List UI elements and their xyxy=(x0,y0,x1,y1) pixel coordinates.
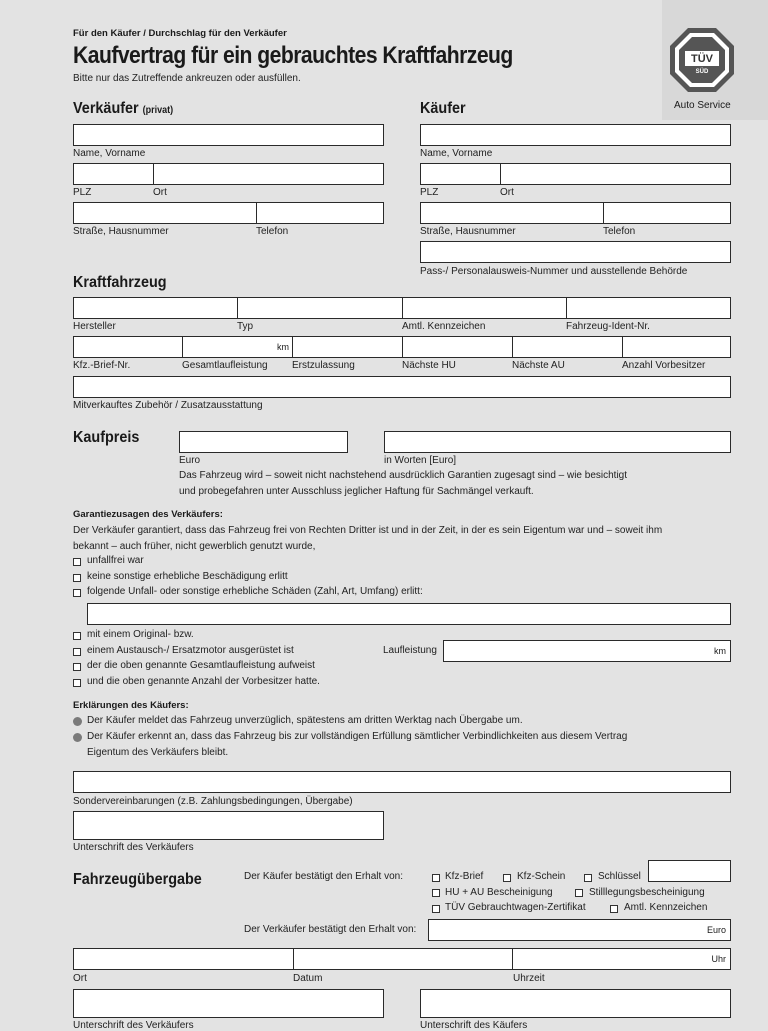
handover-buyer-signature-label: Unterschrift des Käufers xyxy=(420,1020,528,1031)
seller-ort-label: Ort xyxy=(153,187,167,198)
seller-name-field[interactable] xyxy=(73,124,384,146)
buyer-heading: Käufer xyxy=(420,100,466,117)
stilllegung-label: Stilllegungsbescheinigung xyxy=(589,887,705,898)
mileage-km-unit: km xyxy=(277,342,289,352)
seller-name-label: Name, Vorname xyxy=(73,148,146,159)
field-divider xyxy=(512,337,513,357)
kennzeichen-label: Amtl. Kennzeichen xyxy=(624,902,708,913)
seller-street-label: Straße, Hausnummer xyxy=(73,226,169,237)
seller-heading: Verkäufer (privat) xyxy=(73,100,174,117)
kfz-brief-checkbox[interactable] xyxy=(432,874,440,882)
euro-unit: Euro xyxy=(706,925,726,935)
buyer-ort-label: Ort xyxy=(500,187,514,198)
accessories-field[interactable] xyxy=(73,376,731,398)
guarantees-intro-line2: bekannt – auch früher, nicht gewerblich genutzt wurde, xyxy=(73,541,316,552)
handover-seller-signature-field[interactable] xyxy=(73,989,384,1018)
accident-free-checkbox[interactable] xyxy=(73,558,81,566)
au-label: Nächste AU xyxy=(512,360,565,371)
special-agreements-label: Sondervereinbarungen (z.B. Zahlungsbedingungen, Übergabe) xyxy=(73,796,353,807)
kennzeichen-checkbox[interactable] xyxy=(610,905,618,913)
bullet-dot xyxy=(73,733,82,742)
declarations-heading: Erklärungen des Käufers: xyxy=(73,700,189,711)
field-divider xyxy=(256,203,257,223)
tuev-cert-label: TÜV Gebrauchtwagen-Zertifikat xyxy=(445,902,586,913)
page-subtitle: Bitte nur das Zutreffende ankreuzen oder ausfüllen. xyxy=(73,73,301,84)
logo-text-2: SÜD xyxy=(695,69,709,75)
seller-phone-label: Telefon xyxy=(256,226,289,237)
mileage-confirm-checkbox[interactable] xyxy=(73,663,81,671)
handover-buyer-signature-field[interactable] xyxy=(420,989,731,1018)
seller-confirms-label: Der Verkäufer bestätigt den Erhalt von: xyxy=(244,924,417,935)
field-divider xyxy=(512,949,513,969)
plate-label: Amtl. Kennzeichen xyxy=(402,321,486,332)
original-engine-checkbox[interactable] xyxy=(73,632,81,640)
handover-heading: Fahrzeugübergabe xyxy=(73,871,202,888)
disclaimer-line1: Das Fahrzeug wird – soweit nicht nachstehend ausdrücklich Garantien zugesagt sind – wie besichtigt xyxy=(179,470,628,481)
declaration-2-line1: Der Käufer erkennt an, dass das Fahrzeug bis zur vollständigen Erfüllung sämtlicher Verbindlichkeiten aus diesem Vertrag xyxy=(87,731,628,742)
no-damage-label: keine sonstige erhebliche Beschädigung erlitt xyxy=(87,571,288,582)
buyer-id-field[interactable] xyxy=(420,241,731,263)
logo-text-1: TÜV xyxy=(691,53,713,65)
field-divider xyxy=(500,164,501,184)
kfz-schein-checkbox[interactable] xyxy=(503,874,511,882)
buyer-id-label: Pass-/ Personalausweis-Nummer und ausstellende Behörde xyxy=(420,266,688,277)
place-label: Ort xyxy=(73,973,87,984)
price-heading: Kaufpreis xyxy=(73,429,140,446)
damages-checkbox[interactable] xyxy=(73,589,81,597)
buyer-plz-ort-field[interactable] xyxy=(420,163,731,185)
replacement-engine-label: einem Austausch-/ Ersatzmotor ausgerüstet ist xyxy=(87,645,294,656)
tuev-logo-icon xyxy=(668,26,736,94)
schluessel-checkbox[interactable] xyxy=(584,874,592,882)
vin-label: Fahrzeug-Ident-Nr. xyxy=(566,321,650,332)
bullet-dot xyxy=(73,717,82,726)
page-title: Kaufvertrag für ein gebrauchtes Kraftfahrzeug xyxy=(73,42,513,69)
vehicle-heading: Kraftfahrzeug xyxy=(73,274,167,291)
seller-plz-label: PLZ xyxy=(73,187,92,198)
euro-label: Euro xyxy=(179,455,201,466)
accessories-label: Mitverkauftes Zubehör / Zusatzausstattung xyxy=(73,400,263,411)
guarantees-intro-line1: Der Verkäufer garantiert, dass das Fahrzeug frei von Rechten Dritter ist und in der Zeit, in der es sein Eigentum war und – soweit ihm xyxy=(73,525,663,536)
vehicle-row1-fields[interactable] xyxy=(73,297,731,319)
schluessel-label: Schlüssel xyxy=(598,871,641,882)
field-divider xyxy=(566,298,567,318)
owners-confirm-checkbox[interactable] xyxy=(73,679,81,687)
damages-field[interactable] xyxy=(87,603,731,625)
buyer-name-field[interactable] xyxy=(420,124,731,146)
laufleistung-field[interactable] xyxy=(443,640,731,662)
mileage-label: Gesamtlaufleistung xyxy=(182,360,268,371)
logo-area xyxy=(662,0,768,120)
declaration-1: Der Käufer meldet das Fahrzeug unverzüglich, spätestens am dritten Werktag nach Übergabe um. xyxy=(87,715,523,726)
replacement-engine-checkbox[interactable] xyxy=(73,648,81,656)
damages-label: folgende Unfall- oder sonstige erhebliche Schäden (Zahl, Art, Umfang) erlitt: xyxy=(87,586,423,597)
uhr-unit: Uhr xyxy=(711,954,726,964)
seller-confirms-field[interactable] xyxy=(428,919,731,941)
seller-plz-ort-field[interactable] xyxy=(73,163,384,185)
seller-signature-label: Unterschrift des Verkäufers xyxy=(73,842,194,853)
hu-label: Nächste HU xyxy=(402,360,456,371)
seller-signature-field[interactable] xyxy=(73,811,384,840)
field-divider xyxy=(237,298,238,318)
type-label: Typ xyxy=(237,321,254,332)
price-words-field[interactable] xyxy=(384,431,731,453)
words-label: in Worten [Euro] xyxy=(384,455,457,466)
special-agreements-field[interactable] xyxy=(73,771,731,793)
field-divider xyxy=(293,949,294,969)
price-euro-field[interactable] xyxy=(179,431,348,453)
buyer-plz-label: PLZ xyxy=(420,187,439,198)
manufacturer-label: Hersteller xyxy=(73,321,116,332)
vehicle-row2-fields[interactable] xyxy=(73,336,731,358)
buyer-confirms-label: Der Käufer bestätigt den Erhalt von: xyxy=(244,871,403,882)
time-label: Uhrzeit xyxy=(513,973,545,984)
buyer-street-phone-field[interactable] xyxy=(420,202,731,224)
seller-street-phone-field[interactable] xyxy=(73,202,384,224)
handover-seller-signature-label: Unterschrift des Verkäufers xyxy=(73,1020,194,1031)
copy-note: Für den Käufer / Durchschlag für den Verkäufer xyxy=(73,28,287,39)
field-divider xyxy=(182,337,183,357)
place-date-time-field[interactable] xyxy=(73,948,731,970)
owners-label: Anzahl Vorbesitzer xyxy=(622,360,706,371)
handover-extra-field[interactable] xyxy=(648,860,731,882)
laufleistung-label: Laufleistung xyxy=(383,645,437,656)
buyer-phone-label: Telefon xyxy=(603,226,636,237)
date-label: Datum xyxy=(293,973,323,984)
field-divider xyxy=(292,337,293,357)
guarantees-heading: Garantiezusagen des Verkäufers: xyxy=(73,509,223,520)
disclaimer-line2: und probegefahren unter Ausschluss jeglicher Haftung für Sachmängel verkauft. xyxy=(179,486,534,497)
hu-au-checkbox[interactable] xyxy=(432,889,440,897)
buyer-name-label: Name, Vorname xyxy=(420,148,493,159)
hu-au-label: HU + AU Bescheinigung xyxy=(445,887,553,898)
first-reg-label: Erstzulassung xyxy=(292,360,355,371)
accident-free-label: unfallfrei war xyxy=(87,555,144,566)
field-divider xyxy=(402,298,403,318)
tuev-cert-checkbox[interactable] xyxy=(432,905,440,913)
laufleistung-km-unit: km xyxy=(714,646,726,656)
field-divider xyxy=(153,164,154,184)
mileage-confirm-label: der die oben genannte Gesamtlaufleistung aufweist xyxy=(87,660,315,671)
kfz-schein-label: Kfz-Schein xyxy=(517,871,566,882)
field-divider xyxy=(402,337,403,357)
original-engine-label: mit einem Original- bzw. xyxy=(87,629,194,640)
brief-label: Kfz.-Brief-Nr. xyxy=(73,360,131,371)
buyer-street-label: Straße, Hausnummer xyxy=(420,226,516,237)
field-divider xyxy=(622,337,623,357)
logo-caption: Auto Service xyxy=(674,100,731,111)
kfz-brief-label: Kfz-Brief xyxy=(445,871,484,882)
stilllegung-checkbox[interactable] xyxy=(575,889,583,897)
field-divider xyxy=(603,203,604,223)
no-damage-checkbox[interactable] xyxy=(73,574,81,582)
declaration-2-line2: Eigentum des Verkäufers bleibt. xyxy=(87,747,229,758)
owners-confirm-label: und die oben genannte Anzahl der Vorbesitzer hatte. xyxy=(87,676,320,687)
